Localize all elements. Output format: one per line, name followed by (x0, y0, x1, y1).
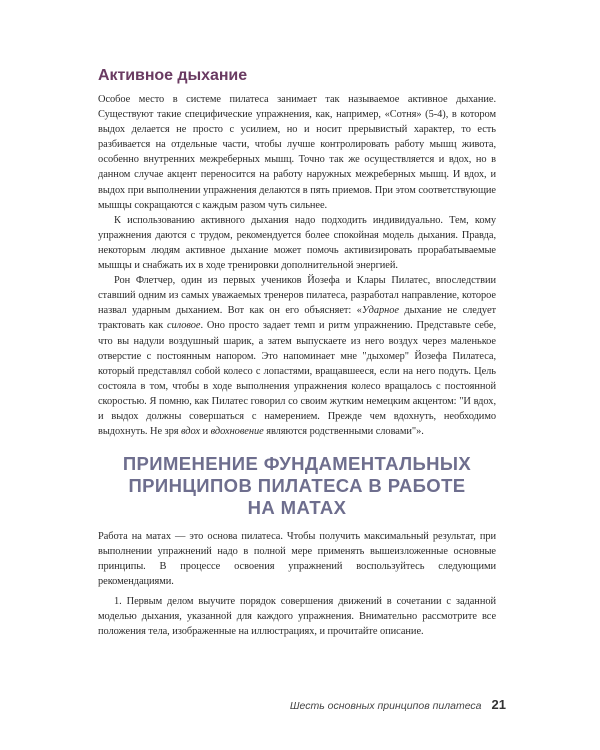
page-footer (290, 697, 506, 712)
paragraph-1: Особое место в системе пилатеса занимает так называемое активное дыхание. Существуют такие специфические упражнения, как, например, «Сотня» (5-4), в котором выдох делается не просто с усилием, но и носит прерывистый характер, то есть разбивается на отдельные части, чтобы лучше контролировать работу мышц живота, особенно внутренних межреберных мышц. Точно так же осуществляется и вдох, но в данном случае акцент переносится на работу наружных межреберных мышц. И вдох, и выдох при выполнении упражнения делаются в пять приемов. При этом соответствующие мышцы сокращаются с каждым разом чуть сильнее. (98, 94, 496, 211)
paragraph-mat-intro: Работа на матах — это основа пилатеса. Чтобы получить максимальный результат, при выполнении упражнений надо в полной мере применять вышеизложенные основные принципы. В процессе освоения упражнений воспользуйтесь следующими рекомендациями. (98, 531, 496, 588)
heading-line-2: ПРИНЦИПОВ ПИЛАТЕСА В РАБОТЕ (128, 475, 466, 497)
paragraph-2: К использованию активного дыхания надо подходить индивидуально. Тем, кому упражнения даются с трудом, рекомендуется более спокойная модель дыхания. Правда, некоторым людям активное дыхание может помочь активизировать прорабатываемые мышцы и снабжать их в ходе тренировки дополнительной энергией. (98, 214, 496, 272)
heading-line-1: ПРИМЕНЕНИЕ ФУНДАМЕНТАЛЬНЫХ (122, 453, 472, 475)
section-heading-mat-work (98, 453, 496, 519)
paragraph-3-part-b: дыхание не следует трактовать как (98, 305, 496, 332)
paragraph-3-part-c: . Оно просто задает темп и ритм упражнению. Представьте себе, что вы надули воздушный шарик, а затем выпускаете из него воздух через маленькое отверстие с постоянным напором. Это напоминает мне "дыхомер" Йозефа Пилатеса, который представлял собой колесо с лопастями, вращавшееся, если на него подуть. Цель состояла в том, чтобы в ходе выполнения упражнения колесо вращалось с постоянной скоростью. Я помню, как Пилатес говорил со своим жутким немецким акцентом: "И вдох, и выдох должны совершаться с намерением. Прежде чем вдохнуть, необходимо выдохнуть. Не зря (98, 320, 496, 438)
italic-word-silovoe: силовое (166, 320, 201, 332)
running-footer-chapter: Шесть основных принципов пилатеса (289, 700, 482, 712)
list-item-1: 1. Первым делом выучите порядок совершения движений в сочетании с заданной моделью дыхания, указанной для каждого упражнения. Внимательно рассмотрите все положения тела, изображенные на иллюстрациях, и прочитайте описание. (98, 595, 496, 637)
paragraph-3-part-a: Рон Флетчер, один из первых учеников Йозефа и Клары Пилатес, впоследствии ставший одним из самых уважаемых тренеров пилатеса, разработал направление, которое назвал ударным дыханием. Вот как он его объясняет: « (98, 275, 496, 317)
page-content (98, 66, 496, 639)
paragraph-3 (98, 273, 496, 439)
section-title-active-breathing: Активное дыхание (98, 67, 248, 84)
paragraph-3-part-e: являются родственными словами"». (263, 426, 424, 438)
heading-line-3: НА МАТАХ (247, 497, 347, 519)
italic-word-udarnoe: Ударное (361, 305, 399, 317)
italic-word-vdoh: вдох (181, 426, 200, 438)
page-number: 21 (491, 697, 506, 712)
paragraph-3-part-d: и (200, 426, 211, 438)
italic-word-vdohnovenie: вдохновение (210, 426, 264, 438)
